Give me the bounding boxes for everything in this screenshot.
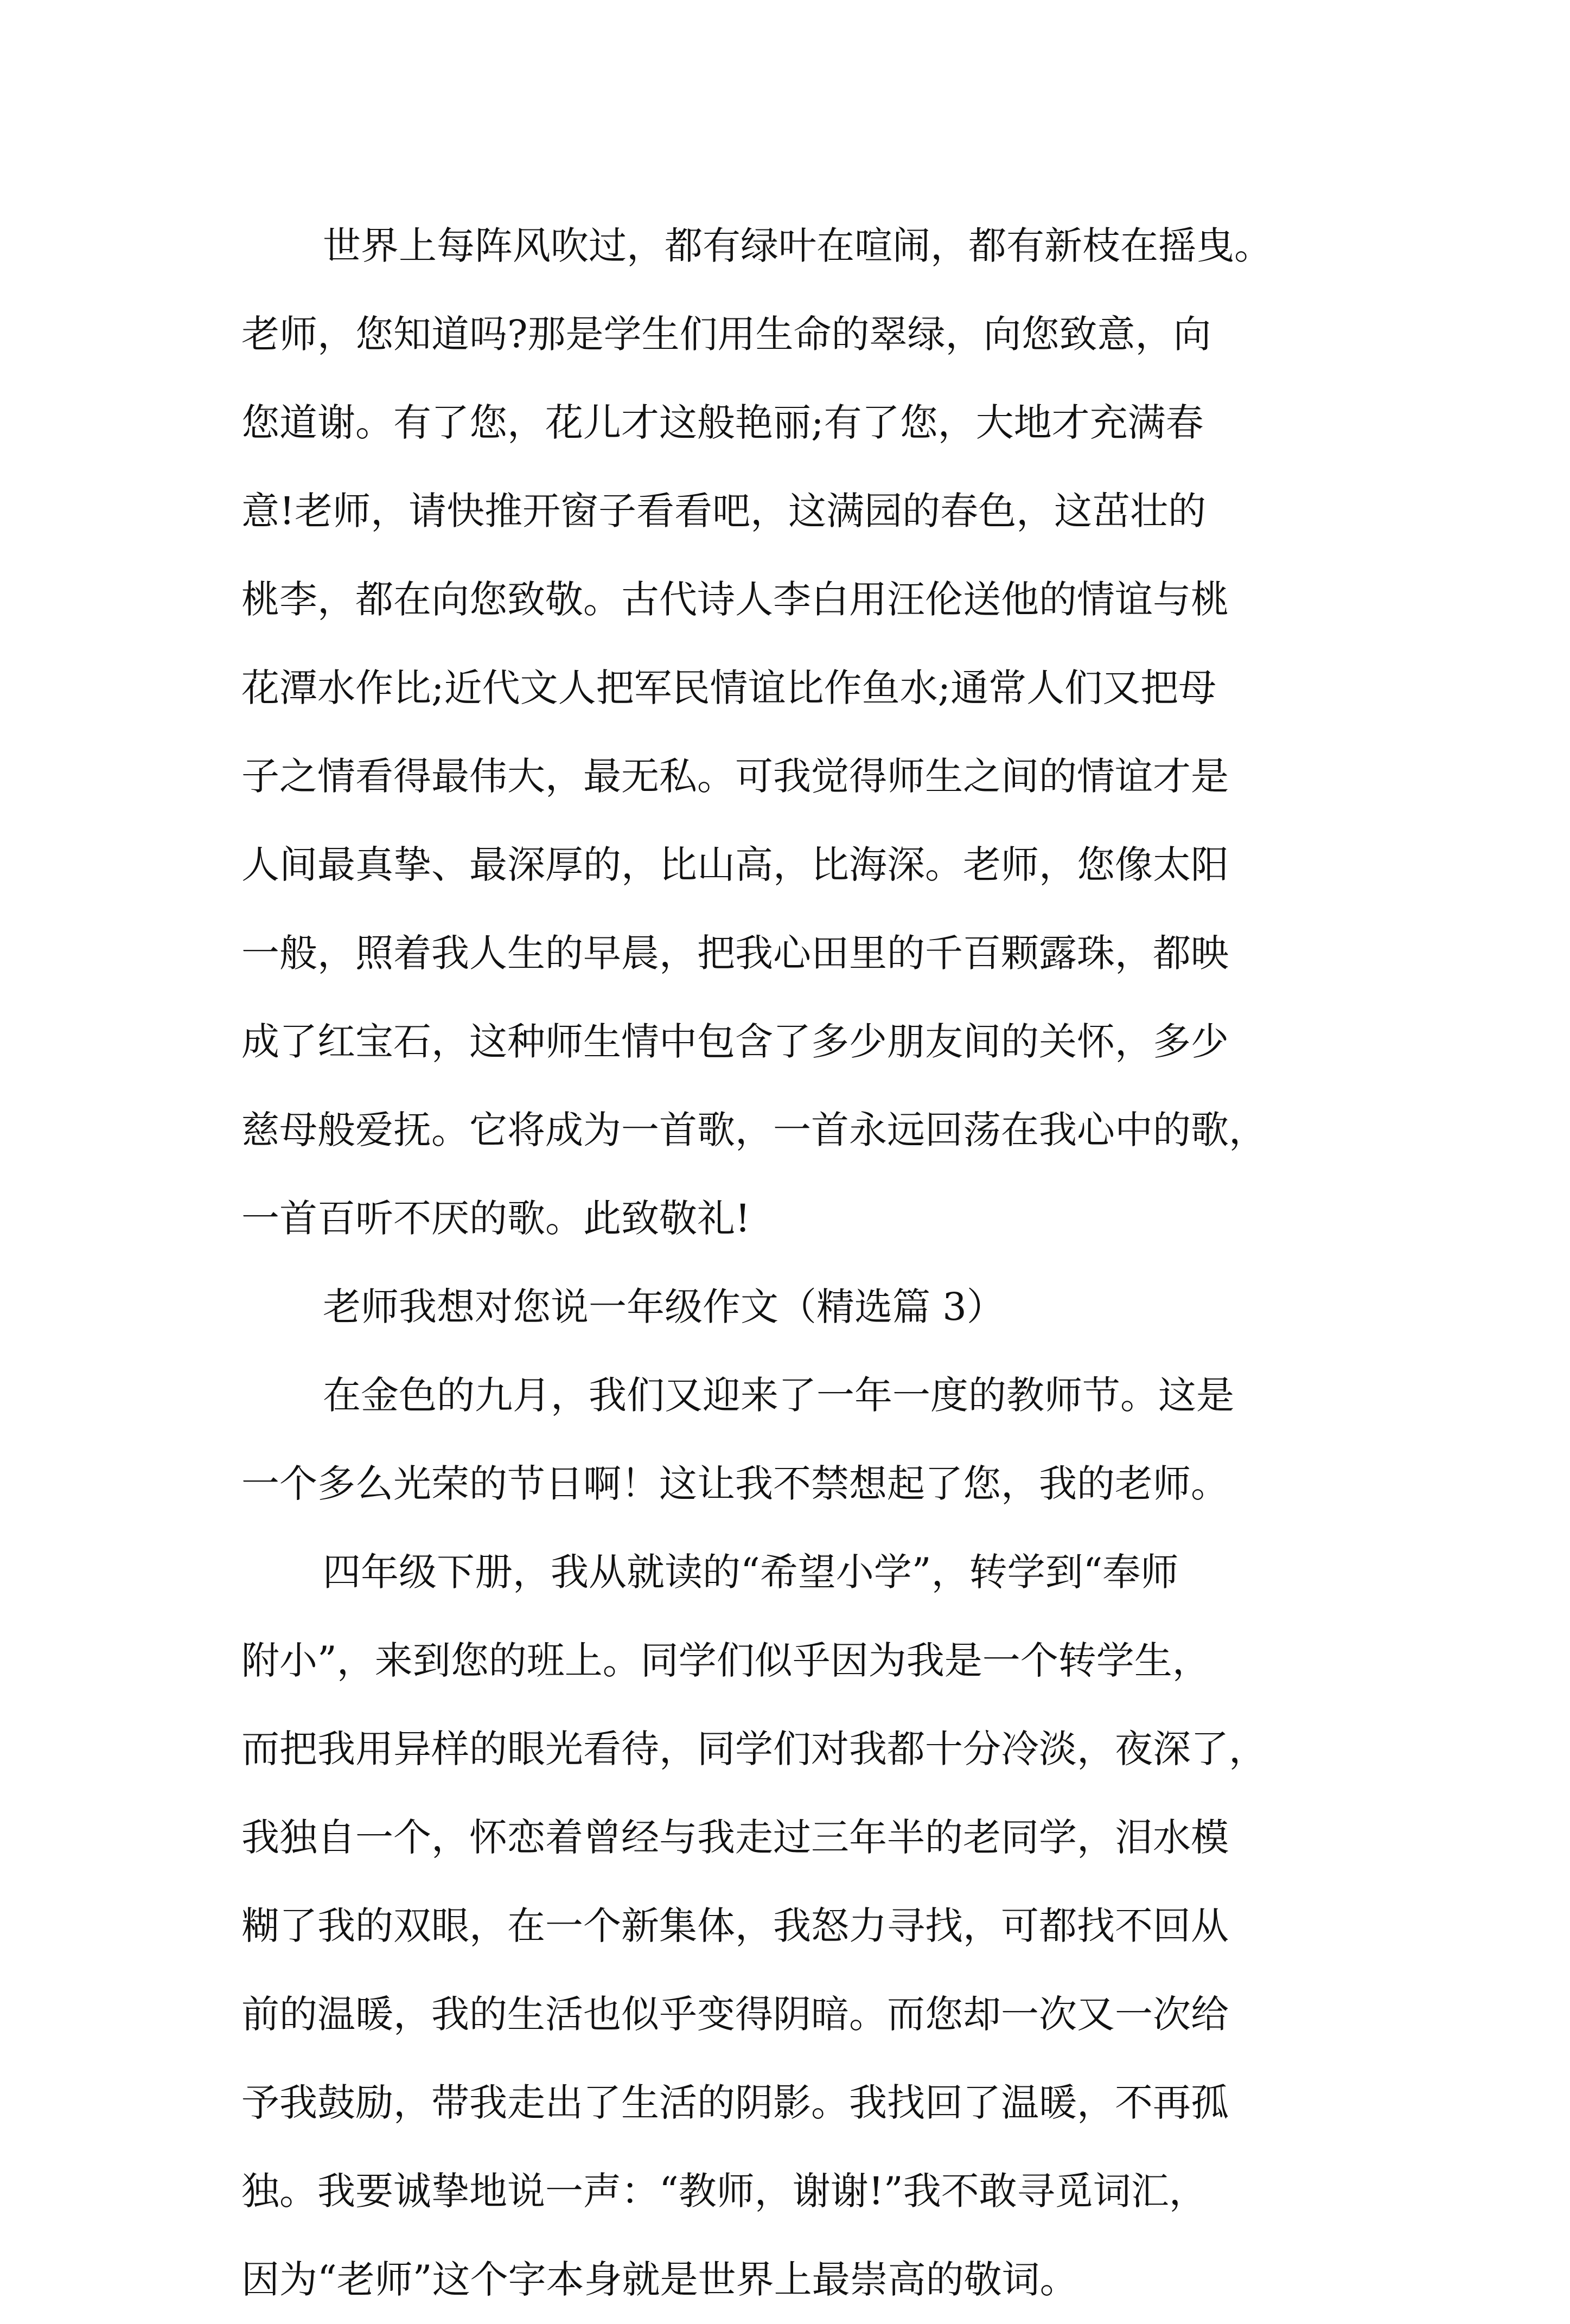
paragraph-line: 慈母般爱抚。它将成为一首歌，一首永远回荡在我心中的歌， (241, 1108, 1267, 1152)
paragraph-line: 我独自一个，怀恋着曾经与我走过三年半的老同学，泪水模 (241, 1815, 1229, 1860)
paragraph-line: 桃李，都在向您致敬。古代诗人李白用汪伦送他的情谊与桃 (241, 577, 1229, 622)
paragraph-line: 因为“老师”这个字本身就是世界上最崇高的敬词。 (241, 2257, 1078, 2302)
paragraph-line: 前的温暖，我的生活也似乎变得阴暗。而您却一次又一次给 (241, 1992, 1229, 2036)
paragraph-line: 子之情看得最伟大，最无私。可我觉得师生之间的情谊才是 (241, 754, 1229, 799)
paragraph-line: 花潭水作比;近代文人把军民情谊比作鱼水;通常人们又把母 (241, 666, 1217, 710)
paragraph-line: 四年级下册，我从就读的“希望小学”，转学到“奉师 (323, 1550, 1179, 1594)
paragraph-line: 糊了我的双眼，在一个新集体，我怒力寻找，可都找不回从 (241, 1904, 1229, 1948)
paragraph-line: 独。我要诚挚地说一声：“教师，谢谢!”我不敢寻觅词汇， (241, 2169, 1207, 2213)
paragraph-line: 您道谢。有了您，花儿才这般艳丽;有了您，大地才充满春 (241, 400, 1204, 445)
paragraph-line: 人间最真挚、最深厚的，比山高，比海深。老师，您像太阳 (241, 842, 1229, 887)
paragraph-line: 世界上每阵风吹过，都有绿叶在喧闹，都有新枝在摇曳。 (323, 224, 1272, 268)
paragraph-line: 在金色的九月，我们又迎来了一年一度的教师节。这是 (323, 1373, 1234, 1418)
paragraph-line: 老师，您知道吗?那是学生们用生命的翠绿，向您致意，向 (241, 312, 1211, 356)
paragraph-line: 一般，照着我人生的早晨，把我心田里的千百颗露珠，都映 (241, 931, 1229, 975)
paragraph-line: 意!老师，请快推开窗子看看吧，这满园的春色，这茁壮的 (241, 489, 1207, 533)
section-heading: 老师我想对您说一年级作文（精选篇 3） (323, 1285, 1005, 1329)
paragraph-line: 一首百听不厌的歌。此致敬礼! (241, 1196, 751, 1241)
document-page (241, 202, 1348, 2324)
paragraph-line: 予我鼓励，带我走出了生活的阴影。我找回了温暖，不再孤 (241, 2080, 1229, 2125)
paragraph-line: 一个多么光荣的节日啊！这让我不禁想起了您，我的老师。 (241, 1461, 1229, 1506)
paragraph-line: 而把我用异样的眼光看待，同学们对我都十分冷淡，夜深了， (241, 1727, 1267, 1771)
paragraph-line: 成了红宝石，这种师生情中包含了多少朋友间的关怀，多少 (241, 1019, 1229, 1064)
paragraph-line: 附小”，来到您的班上。同学们似乎因为我是一个转学生， (241, 1638, 1210, 1683)
